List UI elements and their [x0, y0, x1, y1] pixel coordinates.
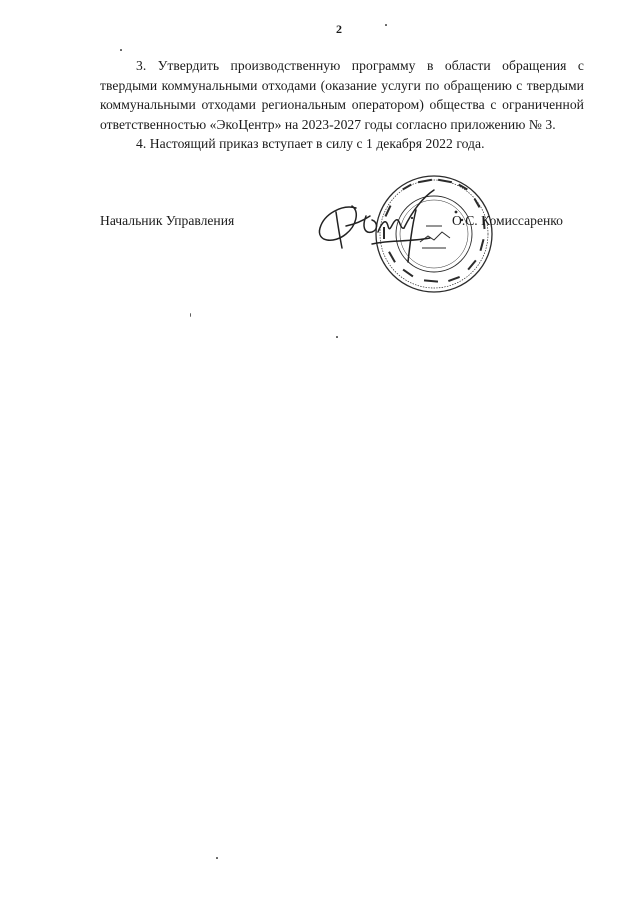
handwritten-signature [312, 182, 452, 272]
page-number: 2 [336, 22, 342, 36]
paragraph-item-3: 3. Утвердить производственную программу в области обращения с твердыми коммунальными отходами (оказание услуги по обращению с твердыми коммунальными отходами региональным оператором) общества с ограниченной ответственностью «ЭкоЦентр» на 2023-2027 годы согласно приложению № 3. [100, 58, 584, 132]
paragraph-item-4: 4. Настоящий приказ вступает в силу с 1 декабря 2022 года. [136, 136, 485, 151]
scan-speck [336, 336, 338, 338]
scan-speck [385, 24, 387, 26]
scan-speck [216, 857, 218, 859]
order-body [100, 56, 584, 154]
scan-speck [120, 49, 122, 51]
position-title: Начальник Управления [100, 213, 235, 228]
scan-speck [190, 313, 191, 317]
signer-name: О.С. Комиссаренко [452, 213, 563, 228]
